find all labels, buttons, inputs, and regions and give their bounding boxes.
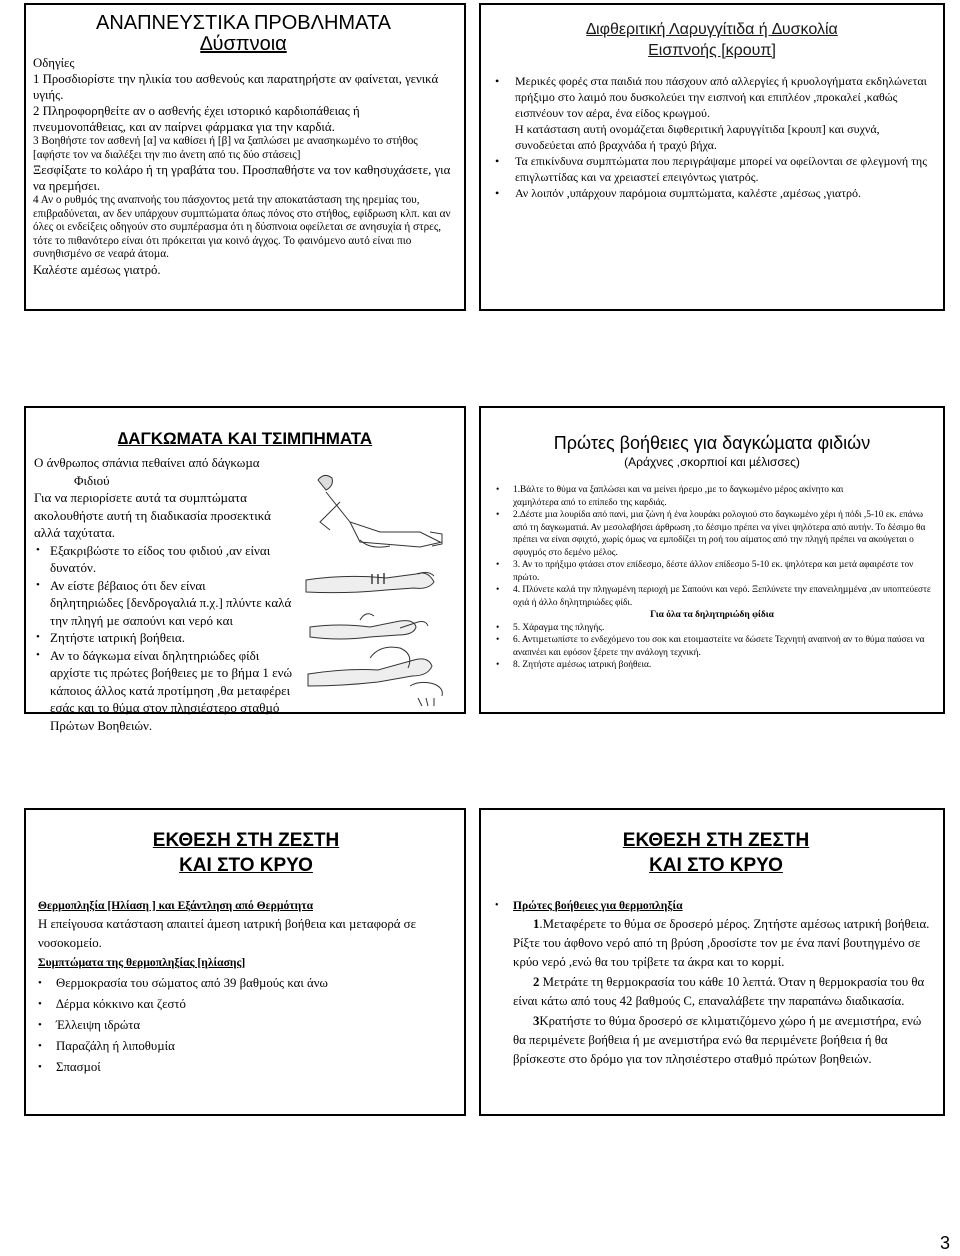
list-item [34, 542, 296, 577]
symptom: Έλλειψη ιδρώτα [56, 1018, 141, 1032]
list-item [491, 634, 933, 659]
slide2-title [493, 19, 931, 61]
slide6-step2 [501, 973, 931, 1011]
slide3-b2: Αν είστε βέβαιος ότι δεν είναι [50, 577, 206, 593]
bullet-icon: • [496, 635, 500, 645]
slide6-title-line1: ΕΚΘΕΣΗ ΣΤΗ ΖΕΣΤΗ [622, 830, 810, 851]
list-item [491, 584, 933, 609]
slide1-body [33, 55, 454, 278]
slide2-p1: Μερικές φορές στα παιδιά που πάσχουν από αλλεργίες ή κρυολογήµατα εκδηλώνεται πρήξιµο στο λαιµό που δυσκολεύει την εισπνοή και επιπλέον ,προκαλεί ,καθώς εισπνέουν τον αέρα, ένα είδος κρωγµού. [515, 74, 927, 120]
bullet-icon: • [36, 631, 40, 643]
first-aid-illustration [300, 462, 464, 712]
slide5-body [38, 896, 454, 1077]
slide5-title-line2: ΚΑΙ ΣΤΟ ΚΡΥΟ [179, 855, 313, 876]
bullet-icon: • [38, 1019, 42, 1031]
bullet-icon: • [496, 485, 500, 495]
slide1-line: 3 Βοηθήστε τον ασθενή [α] να καθίσει ή [β] να ξαπλώσει µε ανασηκωµένο το στήθος [αφήστε τον να διαλέξει την πιο άνετη από τις δύο στάσεις] [33, 135, 418, 161]
slide1-title-text: ΑΝΑΠΝΕΥΣΤΙΚΑ ΠΡΟΒΛΗΜΑΤΑ [95, 12, 392, 34]
bullet-icon: • [36, 543, 40, 556]
slide1-subtitle: ∆ύσπνοια [200, 33, 287, 55]
list-item [491, 509, 933, 559]
slide3-title: ∆ΑΓΚΩΜΑΤΑ ΚΑΙ ΤΣΙΜΠΗΜΑΤΑ [117, 429, 373, 448]
slide-respiratory-problems [24, 3, 466, 311]
slide5-title-line1: ΕΚΘΕΣΗ ΣΤΗ ΖΕΣΤΗ [152, 830, 340, 851]
symptom: Σπασµοί [56, 1060, 101, 1074]
bullet-icon: • [36, 578, 40, 591]
slide3-b1: Εξακριβώστε το είδος του φιδιού ,αν είναι δυνατόν. [50, 542, 271, 575]
step-number: 3 [533, 1014, 540, 1028]
bullet-icon: • [38, 977, 42, 989]
list-item [38, 1016, 454, 1035]
list-item [38, 974, 454, 993]
slide6-title [501, 828, 931, 878]
bullet-icon: • [38, 1040, 42, 1052]
bullet-icon: • [495, 74, 500, 88]
slide4-i2: 2.∆έστε µια λουρίδα από πανί, µια ζώνη ή ένα λουράκι ρολογιού στο δαγκωµένο χέρι ή πόδι ,5-10 εκ. επάνω από τη δαγκωµατιά. Αν µεσολαβήσει άρθρωση ,το δέσιµο πρέπει να γίνει ψηλότερα από αυτήν. Το δέσιµο θα πρέπει να είναι σφιχτό, χωρίς όµως να εµποδίζει τη ροή του αίµατος από την πληγή πρέπει να ακούγεται ο σφυγµός στο δεµένο µέλος. [513, 510, 926, 558]
page-number: 3 [939, 1233, 950, 1253]
list-item [38, 995, 454, 1014]
slide-croup [479, 3, 945, 311]
slide2-list [493, 73, 931, 201]
list-item [493, 73, 931, 121]
bullet-icon: • [38, 1061, 42, 1073]
slide1-line: Ξεσφίξατε το κολάρο ή τη γραβάτα του. Προσπαθήστε να τον καθησυχάσετε, για να ηρεµήσει. [33, 163, 451, 193]
slide2-p1b: Η κατάσταση αυτή ονοµάζεται διφθεριτική λαρυγγίτιδα [κρουπ] και συχνά, συνοδεύεται από βραχνάδα ή τραχύ βήχα. [515, 122, 880, 152]
slide4-i3: 3. Αν το πρήξιµο φτάσει στον επίδεσµο, δέστε άλλον επίδεσµο 5-10 εκ. ψηλότερα και µετά αφαιρέστε τον πρώτο. [513, 560, 914, 583]
slide-bites-stings [24, 406, 466, 733]
slide4-i6: 6. Αντιµετωπίστε το ενδεχόµενο του σοκ και ετοιµαστείτε να δώσετε Τεχνητή αναπνοή αν το θύµα παύσει να αναπνέει και εφόσον ξέρετε την ανάλογη τεχνική. [513, 635, 925, 658]
bullet-icon: • [38, 998, 42, 1010]
list-item [491, 622, 933, 635]
list-item [493, 121, 931, 153]
step-text: Μετράτε τη θερµοκρασία του κάθε 10 λεπτά. Όταν η θερµοκρασία του θα είναι κάτω από τους 42 βαθµούς C, επαναλάβετε την παραπάνω διαδικασία. [513, 975, 925, 1008]
slide3-b2c: δηλητηριώδες [δενδρογαλιά π.χ.] πλύντε καλά την πληγή µε σαπούνι και νερό και [50, 595, 292, 628]
slide4-subtitle: (Αράχνες ,σκορπιοί και µέλισσες) [624, 455, 800, 469]
step-text: .Μεταφέρετε το θύµα σε δροσερό µέρος. Ζητήστε αµέσως ιατρική βοήθεια. Ρίξτε του άφθονο νερό από τη βρύση ,δροσίστε τον µε ένα πανί βουτηγµένο σε κρύο νερό ,ενώ θα του τρίβετε τα άκρα και το κορµί. [513, 917, 930, 969]
slide2-title-line1: ∆ιφθεριτική Λαρυγγίτιδα ή ∆υσκολία [586, 21, 838, 38]
slide-snake-first-aid [479, 406, 945, 714]
list-item [38, 1058, 454, 1077]
slide1-title [33, 13, 454, 55]
slide5-text: Η επείγουσα κατάσταση απαιτεί άµεση ιατρική βοήθεια και µεταφορά σε νοσοκοµείο. [38, 917, 416, 950]
slide5-heading: Θερµοπληξία [Ηλίαση ] και Εξάντληση από Θερµότητα [38, 899, 314, 912]
slide1-line: 2 Πληροφορηθείτε αν ο ασθενής έχει ιστορικό καρδιοπάθειας ή πνευµονοπάθειας, και αν παίρνει φάρµακα για την καρδιά. [33, 104, 360, 134]
step-number: 1 [533, 917, 540, 931]
list-item [38, 1037, 454, 1056]
slide4-title: Πρώτες βοήθειες για δαγκώµατα φιδιών [553, 433, 871, 453]
slide6-step1 [501, 915, 931, 972]
bullet-icon: • [495, 186, 500, 200]
step-number: 2 [533, 975, 540, 989]
slide-heat-cold-exposure [24, 808, 466, 1116]
step-text: Κρατήστε το θύµα δροσερό σε κλιµατιζόµενο χώρο ή µε ανεµιστήρα, ενώ θα περιµένετε βοήθεια ή µε ανεµιστήρα ενώ θα περιµένετε βοήθεια ή θα βρίσκεστε στο δρόµο για τον πλησιέστερο σταθµό πρώτων βοηθειών. [513, 1014, 922, 1066]
slide3-b4: Αν το δάγκωµα είναι δηλητηριώδες φίδι αρχίστε τις πρώτες βοήθειες µε το βήµα 1 ενώ κάποιος άλλος κατά προτίµηση ,θα µεταφέρει εσάς και το θύµα στον πλησιέστερο σταθµό Πρώτων Βοηθειών. [50, 647, 293, 733]
slide5-title [38, 828, 454, 878]
bullet-icon: • [496, 660, 500, 670]
slide4-i8: 8. Ζητήστε αµέσως ιατρική βοήθεια. [513, 660, 652, 670]
bullet-icon: • [496, 560, 500, 570]
slide6-step3 [501, 1012, 931, 1069]
bullet-icon: • [495, 900, 499, 911]
slide2-title-line2: Εισπνοής [κρουπ] [648, 42, 776, 59]
list-item [34, 594, 296, 629]
slide1-line: Οδηγίες [33, 56, 75, 70]
list-item [491, 659, 933, 672]
slide3-body [34, 454, 296, 734]
slide-heatstroke-first-aid [479, 808, 945, 1116]
list-item [34, 647, 296, 735]
slide4-i5: 5. Χάραγµα της πληγής. [513, 622, 605, 633]
bullet-icon: • [496, 622, 500, 633]
slide6-body [495, 896, 931, 1069]
slide4-body [491, 484, 933, 672]
slide4-i1: 1.Βάλτε το θύµα να ξαπλώσει και να µείνει ήρεµο ,µε το δαγκωµένο µέρος ακίνητο και [513, 485, 844, 495]
list-item [34, 577, 296, 595]
slide4-i4: 4. Πλύνετε καλά την πληγωµένη περιοχή µε Σαπούνι και νερό. Ξεπλύνετε την επανειληµµένα ,αν υποπτεύεστε οχιά ή άλλο δηλητηριώδες φίδι. [513, 585, 931, 608]
slide1-line: Καλέστε αµέσως γιατρό. [33, 262, 161, 277]
bullet-icon: • [36, 648, 40, 661]
symptom: ∆έρµα κόκκινο και ζεστό [56, 997, 186, 1011]
slide1-line: 1 Προσδιορίστε την ηλικία του ασθενούς και παρατηρήστε αν φαίνεται, γενικά υγιής. [33, 72, 439, 102]
slide4-i1b: χαµηλότερα από το επίπεδο της καρδιάς. [513, 497, 667, 508]
slide6-heading: Πρώτες βοήθειες για θερµοπληξία [513, 899, 683, 912]
list-item [493, 153, 931, 185]
list-item [493, 185, 931, 201]
slide5-symptoms-heading: Συµπτώµατα της θερµοπληξίας [ηλίασης] [38, 956, 246, 969]
slide1-line: 4 Αν ο ρυθµός της αναπνοής του πάσχοντος µετά την αποκατάσταση της ηρεµίας του, επιβραδύνεται, αν δεν υπάρχουν συµπτώµατα όπως πόνος στο στήθος, εφίδρωση κλπ. και αν όλες οι ενδείξεις οδηγούν στο συµπέρασµα ότι η δύσπνοια οφείλεται σε ανησυχία ή στρες, τότε το πιθανότερο είναι ότι πρόκειται για κοινό άγχος. Το φαινόµενο αυτό είναι πιο συνηθισµένο σε νεαρά άτοµα. [33, 194, 451, 260]
bullet-icon: • [496, 510, 500, 520]
slide2-p3: Αν λοιπόν ,υπάρχουν παρόµοια συµπτώµατα, καλέστε ,αµέσως ,γιατρό. [515, 186, 862, 200]
bullet-icon: • [495, 154, 500, 168]
slide4-heading: Για όλα τα δηλητηριώδη φίδια [650, 610, 774, 620]
slide3-b3: Ζητήστε ιατρική βοήθεια. [50, 630, 185, 645]
slide3-intro2: Φιδιού [74, 472, 110, 488]
slide3-intro1: Ο άνθρωπος σπάνια πεθαίνει από δάγκωµα [34, 455, 260, 470]
symptom: Παραζάλη ή λιποθυµία [56, 1039, 175, 1053]
bullet-icon: • [496, 585, 500, 595]
symptom: Θερµοκρασία του σώµατος από 39 βαθµούς και άνω [56, 976, 328, 990]
list-item [495, 896, 931, 915]
slide3-intro3: Για να περιορίσετε αυτά τα συµπτώµατα ακολουθήστε αυτή τη διαδικασία προσεκτικά αλλά ταχύτατα. [34, 490, 271, 540]
slide2-p2: Τα επικίνδυνα συµπτώµατα που περιγράψαµε µπορεί να οφείλονται σε φλεγµονή της επιγλωττίδας και να χρειαστεί επειγόντως γιατρός. [515, 154, 927, 184]
list-item [491, 559, 933, 584]
list-item [34, 629, 296, 647]
list-item [491, 484, 933, 497]
slide6-title-line2: ΚΑΙ ΣΤΟ ΚΡΥΟ [649, 855, 783, 876]
